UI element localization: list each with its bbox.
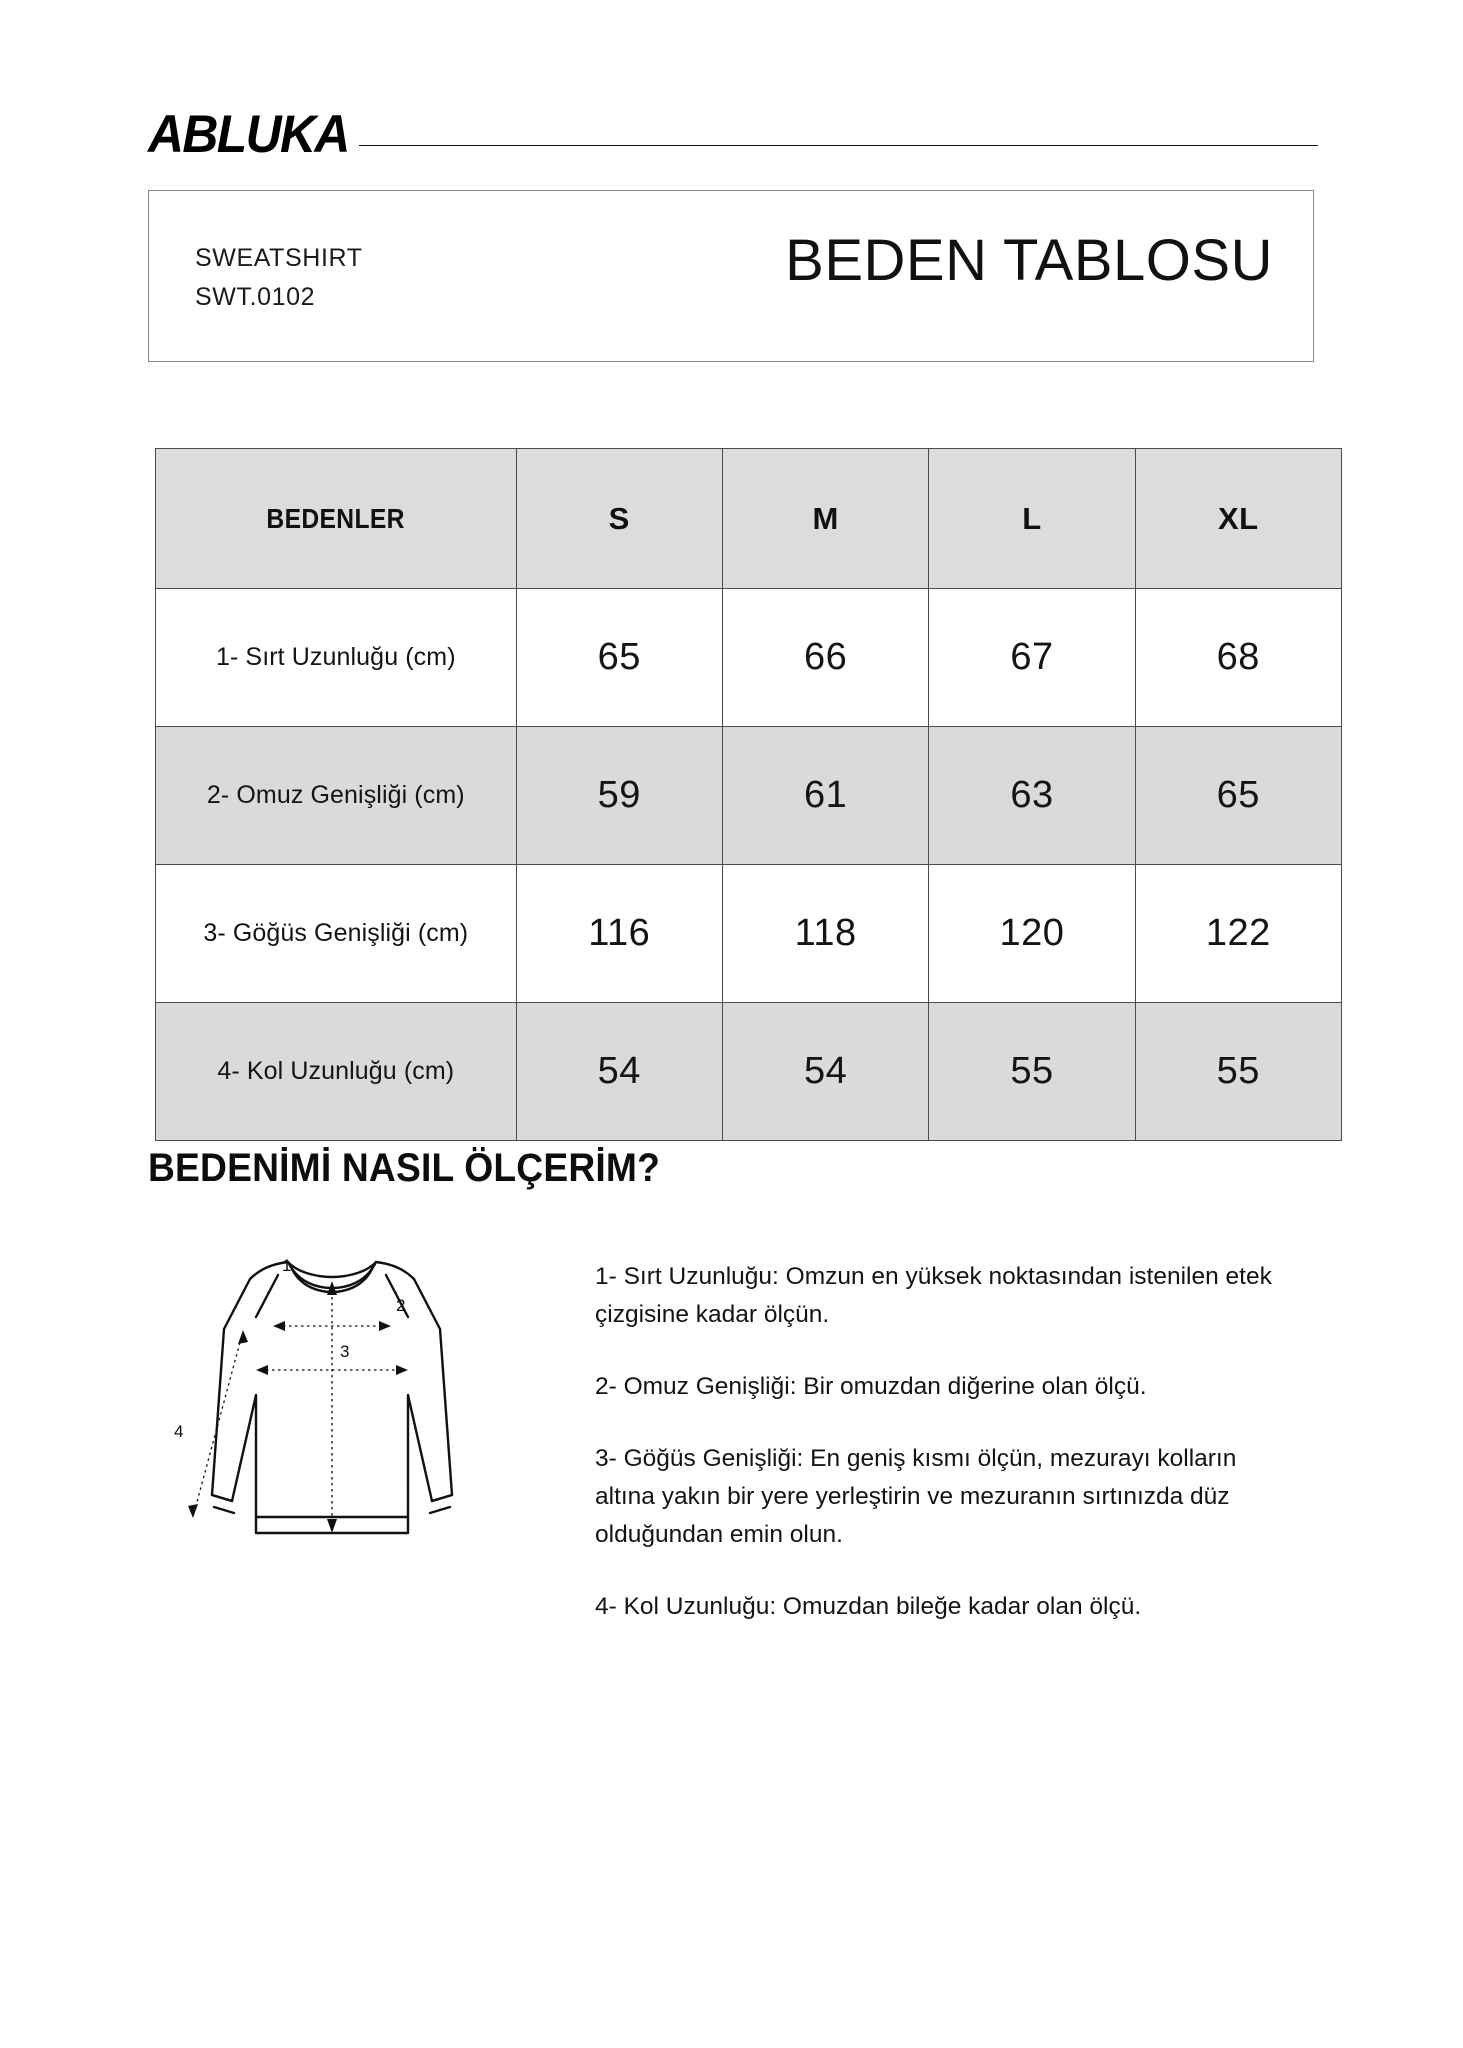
value-cell-s bbox=[516, 589, 722, 727]
instruction-item: 3- Göğüs Genişliği: En geniş kısmı ölçün, mezurayı kolların altına yakın bir yere yerleştirin ve mezuranın sırtınızda düz olduğundan emin olun. bbox=[595, 1444, 1237, 1548]
value-cell-xl bbox=[1135, 589, 1341, 727]
column-header-m bbox=[722, 449, 928, 589]
instruction-item: 1- Sırt Uzunluğu: Omzun en yüksek noktasından istenilen etek çizgisine kadar ölçün. bbox=[595, 1263, 1272, 1328]
measurement-label: 1- Sırt Uzunluğu (cm) bbox=[215, 643, 456, 671]
abluka-logo: ABLUKA bbox=[148, 104, 349, 164]
size-table-head bbox=[156, 449, 1342, 589]
value-cell-m bbox=[722, 589, 928, 727]
measurement-value: 122 bbox=[1205, 912, 1271, 954]
value-cell-m bbox=[722, 865, 928, 1003]
measurement-value: 54 bbox=[597, 1050, 641, 1092]
size-table bbox=[155, 448, 1342, 1141]
product-meta bbox=[195, 239, 363, 317]
value-cell-m bbox=[722, 727, 928, 865]
column-header-s bbox=[516, 449, 722, 589]
document-title-box bbox=[148, 190, 1314, 362]
measurement-value: 66 bbox=[803, 636, 848, 678]
value-cell-m bbox=[722, 1003, 928, 1141]
measurement-value: 120 bbox=[999, 912, 1065, 954]
value-cell-xl bbox=[1135, 727, 1341, 865]
sweatshirt-illustration-svg bbox=[140, 1245, 470, 1575]
column-header-l bbox=[929, 449, 1135, 589]
value-cell-s bbox=[516, 727, 722, 865]
table-row bbox=[156, 589, 1342, 727]
size-table-body bbox=[156, 589, 1342, 1141]
value-cell-s bbox=[516, 1003, 722, 1141]
measurement-value: 116 bbox=[588, 912, 651, 954]
measurement-label: 4- Kol Uzunluğu (cm) bbox=[217, 1057, 455, 1085]
value-cell-s bbox=[516, 865, 722, 1003]
column-header-bedenler bbox=[156, 449, 517, 589]
measurement-instructions bbox=[595, 1258, 1295, 1626]
sweatshirt-diagram bbox=[140, 1245, 470, 1575]
product-code: SWT.0102 bbox=[195, 282, 316, 311]
instruction-item: 2- Omuz Genişliği: Bir omuzdan diğerine olan ölçü. bbox=[595, 1372, 1147, 1400]
instruction-item: 4- Kol Uzunluğu: Omuzdan bileğe kadar olan ölçü. bbox=[595, 1592, 1142, 1620]
howto-section-title: BEDENİMİ NASIL ÖLÇERİM? bbox=[148, 1146, 661, 1190]
diagram-marker-2: 2 bbox=[396, 1296, 406, 1315]
diagram-marker-1: 1 bbox=[282, 1256, 292, 1275]
measurement-label: 3- Göğüs Genişliği (cm) bbox=[203, 919, 469, 947]
measurement-value: 63 bbox=[1010, 774, 1054, 816]
value-cell-l bbox=[929, 865, 1135, 1003]
measurement-label: 2- Omuz Genişliği (cm) bbox=[206, 781, 465, 809]
diagram-marker-4: 4 bbox=[174, 1422, 184, 1441]
measurement-value: 55 bbox=[1010, 1050, 1054, 1092]
measurement-value: 61 bbox=[803, 774, 848, 816]
measurement-value: 65 bbox=[597, 636, 641, 678]
measurement-value: 65 bbox=[1216, 774, 1260, 816]
table-header-row bbox=[156, 449, 1342, 589]
row-label-cell bbox=[156, 1003, 517, 1141]
size-label-xl: XL bbox=[1218, 500, 1259, 536]
value-cell-xl bbox=[1135, 1003, 1341, 1141]
brand-header bbox=[148, 104, 1318, 164]
value-cell-xl bbox=[1135, 865, 1341, 1003]
column-header-label: BEDENLER bbox=[266, 502, 405, 534]
table-row bbox=[156, 865, 1342, 1003]
diagram-marker-3: 3 bbox=[340, 1342, 350, 1361]
measurement-value: 67 bbox=[1010, 636, 1054, 678]
row-label-cell bbox=[156, 589, 517, 727]
row-label-cell bbox=[156, 865, 517, 1003]
measurement-value: 55 bbox=[1216, 1050, 1260, 1092]
value-cell-l bbox=[929, 589, 1135, 727]
header-divider-rule bbox=[359, 145, 1318, 146]
size-label-s: S bbox=[608, 500, 630, 536]
measurement-value: 118 bbox=[794, 912, 857, 954]
table-row bbox=[156, 1003, 1342, 1141]
size-label-l: L bbox=[1022, 500, 1042, 536]
column-header-xl bbox=[1135, 449, 1341, 589]
value-cell-l bbox=[929, 1003, 1135, 1141]
product-type: SWEATSHIRT bbox=[195, 244, 363, 272]
size-label-m: M bbox=[812, 500, 839, 536]
measurement-value: 54 bbox=[803, 1050, 848, 1092]
row-label-cell bbox=[156, 727, 517, 865]
page-title: BEDEN TABLOSU bbox=[785, 228, 1273, 293]
measurement-value: 68 bbox=[1216, 636, 1260, 678]
measurement-value: 59 bbox=[597, 774, 641, 816]
table-row bbox=[156, 727, 1342, 865]
value-cell-l bbox=[929, 727, 1135, 865]
